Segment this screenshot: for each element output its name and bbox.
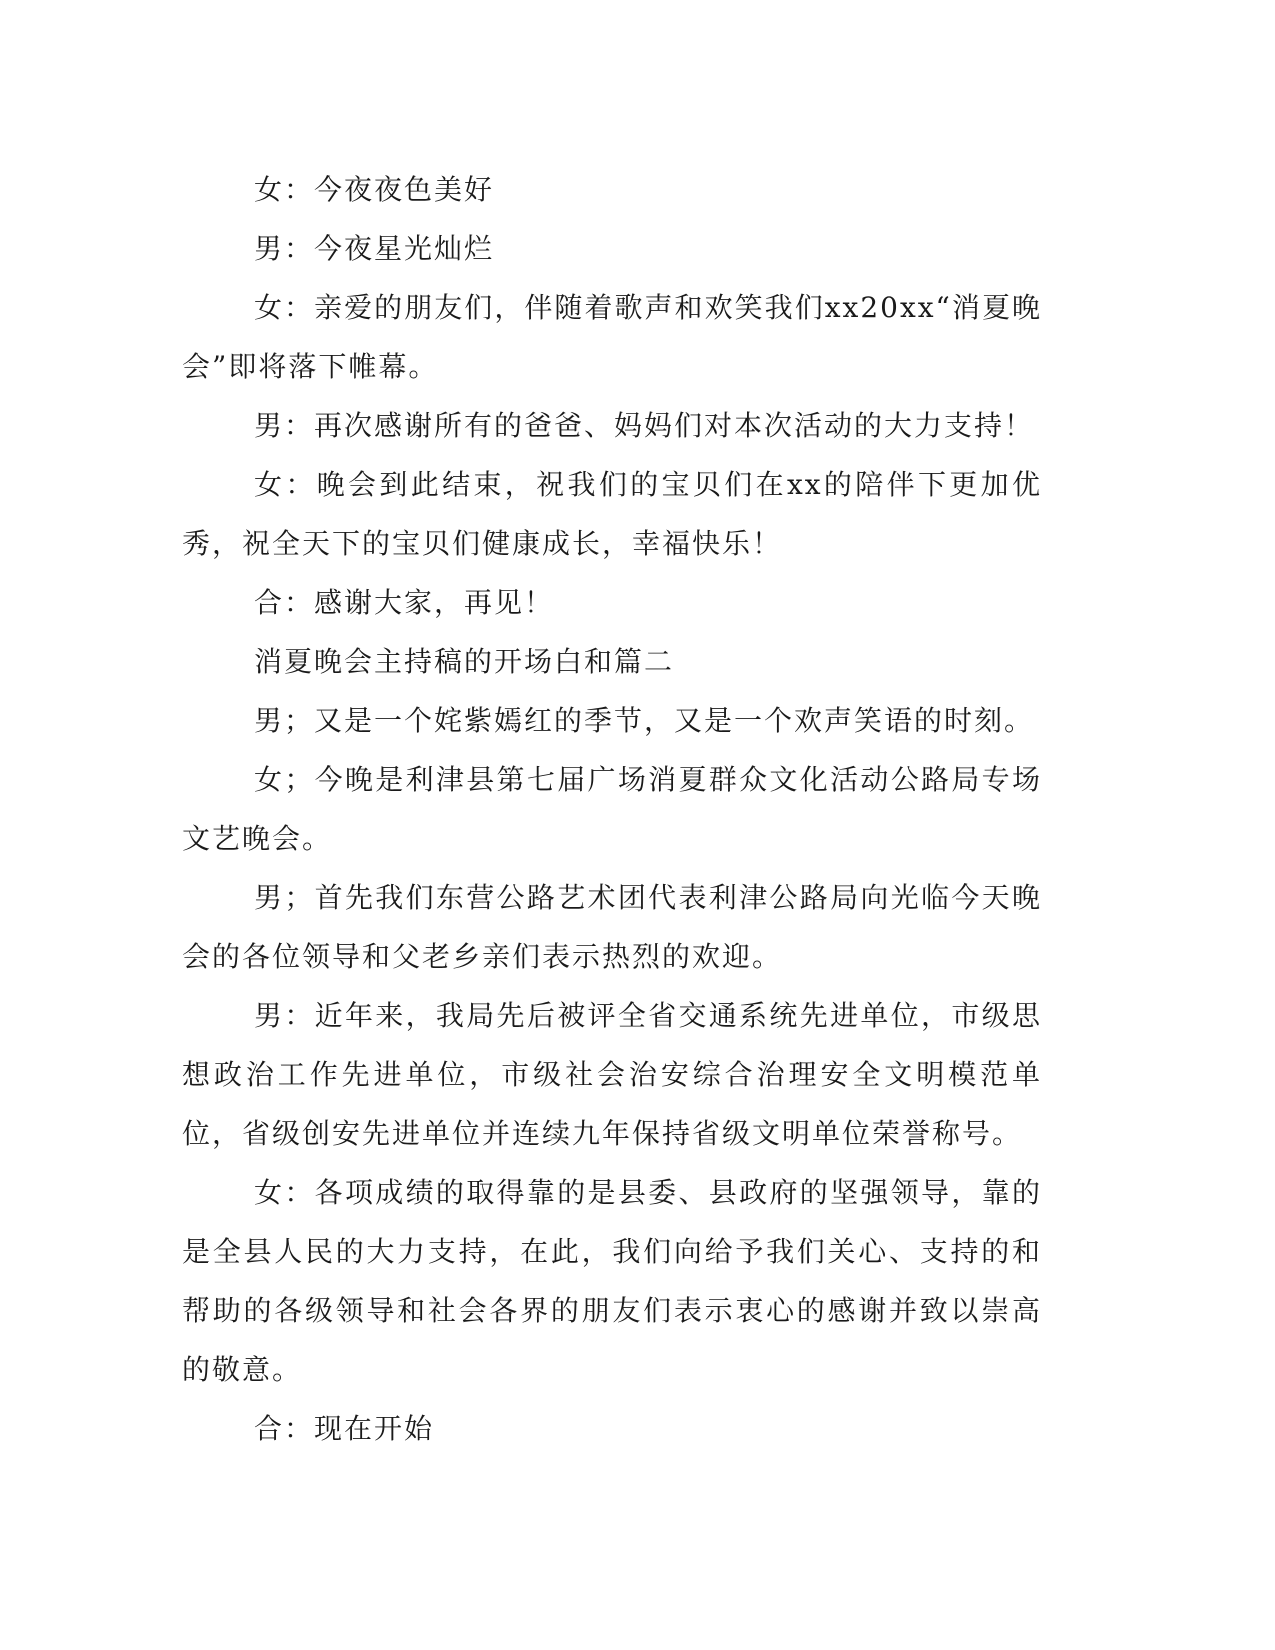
paragraph: 合：感谢大家，再见！ (254, 586, 555, 619)
paragraph: 合：现在开始 (254, 1412, 435, 1445)
paragraph: 女：晚会到此结束，祝我们的宝贝们在xx的陪伴下更加优秀，祝全天下的宝贝们健康成长，幸福快乐！ (182, 468, 1042, 560)
paragraph: 男；首先我们东营公路艺术团代表利津公路局向光临今天晚会的各位领导和父老乡亲们表示热烈的欢迎。 (182, 881, 1042, 973)
paragraph: 男：再次感谢所有的爸爸、妈妈们对本次活动的大力支持！ (254, 409, 1035, 442)
section-heading: 消夏晚会主持稿的开场白和篇二 (254, 645, 675, 678)
paragraph: 男；又是一个姹紫嫣红的季节，又是一个欢声笑语的时刻。 (254, 704, 1035, 737)
document-body (182, 160, 1042, 1458)
paragraph: 女：亲爱的朋友们，伴随着歌声和欢笑我们xx20xx“消夏晚会”即将落下帷幕。 (182, 291, 1042, 383)
paragraph: 女：各项成绩的取得靠的是县委、县政府的坚强领导，靠的是全县人民的大力支持，在此，我们向给予我们关心、支持的和帮助的各级领导和社会各界的朋友们表示衷心的感谢并致以崇高的敬意。 (182, 1176, 1042, 1386)
paragraph: 男：今夜星光灿烂 (254, 232, 495, 265)
paragraph: 女；今晚是利津县第七届广场消夏群众文化活动公路局专场文艺晚会。 (182, 763, 1042, 855)
paragraph: 男：近年来，我局先后被评全省交通系统先进单位，市级思想政治工作先进单位，市级社会治安综合治理安全文明模范单位，省级创安先进单位并连续九年保持省级文明单位荣誉称号。 (182, 999, 1042, 1150)
paragraph: 女：今夜夜色美好 (254, 173, 495, 206)
